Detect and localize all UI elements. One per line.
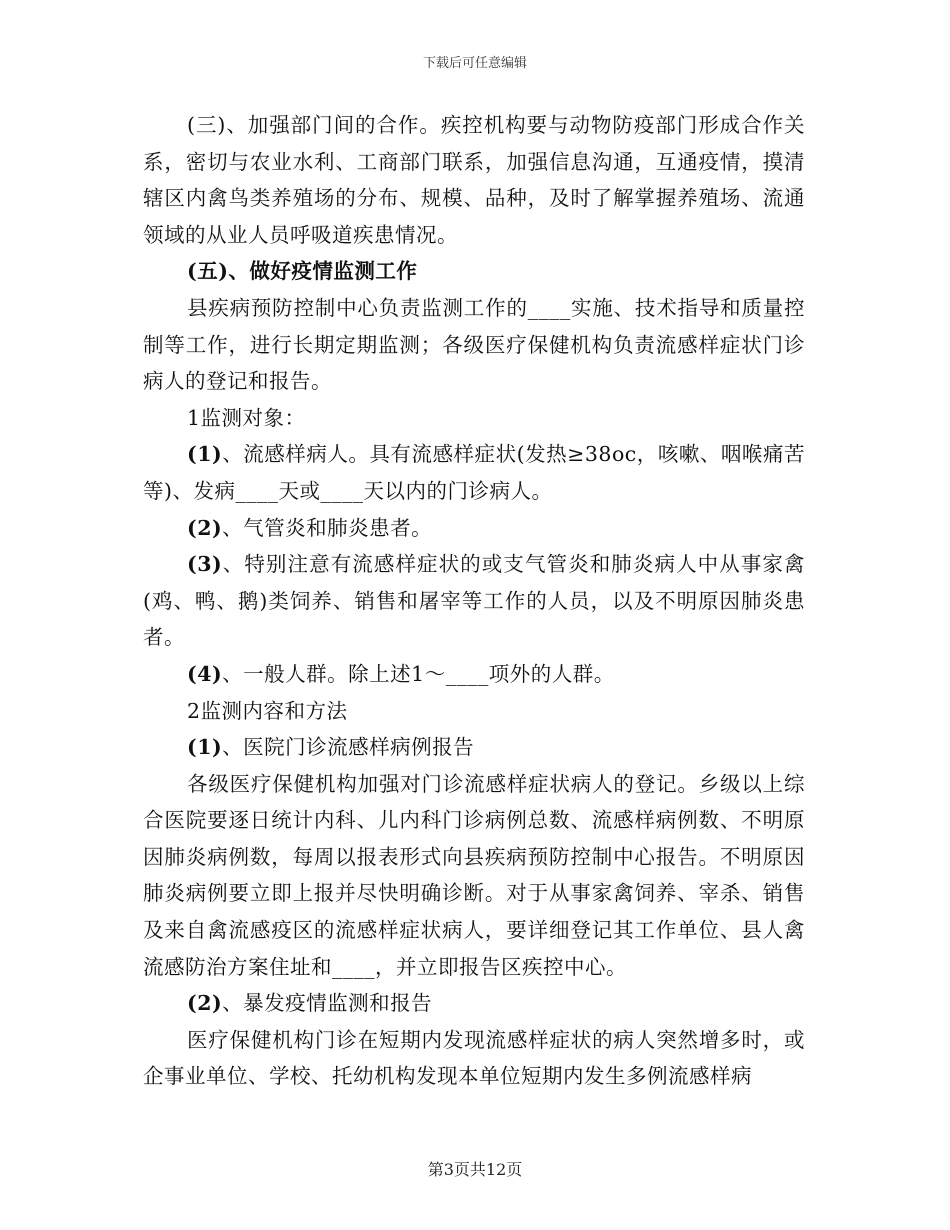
page-header: 下载后可任意编辑 [422,56,527,71]
document-body [143,107,805,1095]
list-item-1 [143,436,805,509]
list-number: (4) [187,661,223,686]
list-item-4 [143,656,805,693]
list-number: (2) [187,515,223,540]
list-number: (3) [187,552,223,577]
paragraph-cdc-responsibility: 县疾病预防控制中心负责监测工作的____实施、技术指导和质量控制等工作，进行长期定期监测；各级医疗保健机构负责流感样症状门诊病人的登记和报告。 [143,295,805,394]
page-footer: 第3页共12页 [427,1160,523,1179]
subheading-monitoring-targets: 1监测对象： [187,405,306,430]
list-text: 、流感样病人。具有流感样症状(发热≥38oc，咳嗽、咽喉痛苦等)、发病____天或____天以内的门诊病人。 [143,442,805,503]
paragraph-outbreak-detection: 医疗保健机构门诊在短期内发现流感样症状的病人突然增多时，或企事业单位、学校、托幼机构发现本单位短期内发生多例流感样病 [143,1027,805,1089]
list-item-3 [143,546,805,656]
list-item-report-2 [143,985,805,1022]
section-heading-monitoring: (五)、做好疫情监测工作 [187,259,418,284]
subheading-content-methods: 2监测内容和方法 [187,698,348,723]
list-number: (1) [187,442,223,467]
list-text: 、特别注意有流感样症状的或支气管炎和肺炎病人中从事家禽(鸡、鸭、鹅)类饲养、销售和屠宰等工作的人员，以及不明原因肺炎患者。 [143,552,805,650]
list-text: 、暴发疫情监测和报告 [222,991,433,1016]
paragraph-cooperation: (三)、加强部门间的合作。疾控机构要与动物防疫部门形成合作关系，密切与农业水利、工商部门联系，加强信息沟通，互通疫情，摸清辖区内禽鸟类养殖场的分布、规模、品种，及时了解掌握养殖场、流通领域的从业人员呼吸道疾患情况。 [143,113,805,247]
paragraph-hospital-registration: 各级医疗保健机构加强对门诊流感样症状病人的登记。乡级以上综合医院要逐日统计内科、儿内科门诊病例总数、流感样病例数、不明原因肺炎病例数，每周以报表形式向县疾病预防控制中心报告。不明原因肺炎病例要立即上报并尽快明确诊断。对于从事家禽饲养、宰杀、销售及来自禽流感疫区的流感样症状病人，要详细登记其工作单位、县人禽流感防治方案住址和____，并立即报告区疾控中心。 [143,771,805,979]
list-item-2 [143,510,805,547]
list-item-report-1 [143,729,805,766]
list-number: (1) [187,735,223,760]
list-text: 、气管炎和肺炎患者。 [222,515,433,540]
list-number: (2) [187,991,223,1016]
list-text: 、医院门诊流感样病例报告 [222,735,475,760]
list-text: 、一般人群。除上述1～____项外的人群。 [222,661,615,686]
